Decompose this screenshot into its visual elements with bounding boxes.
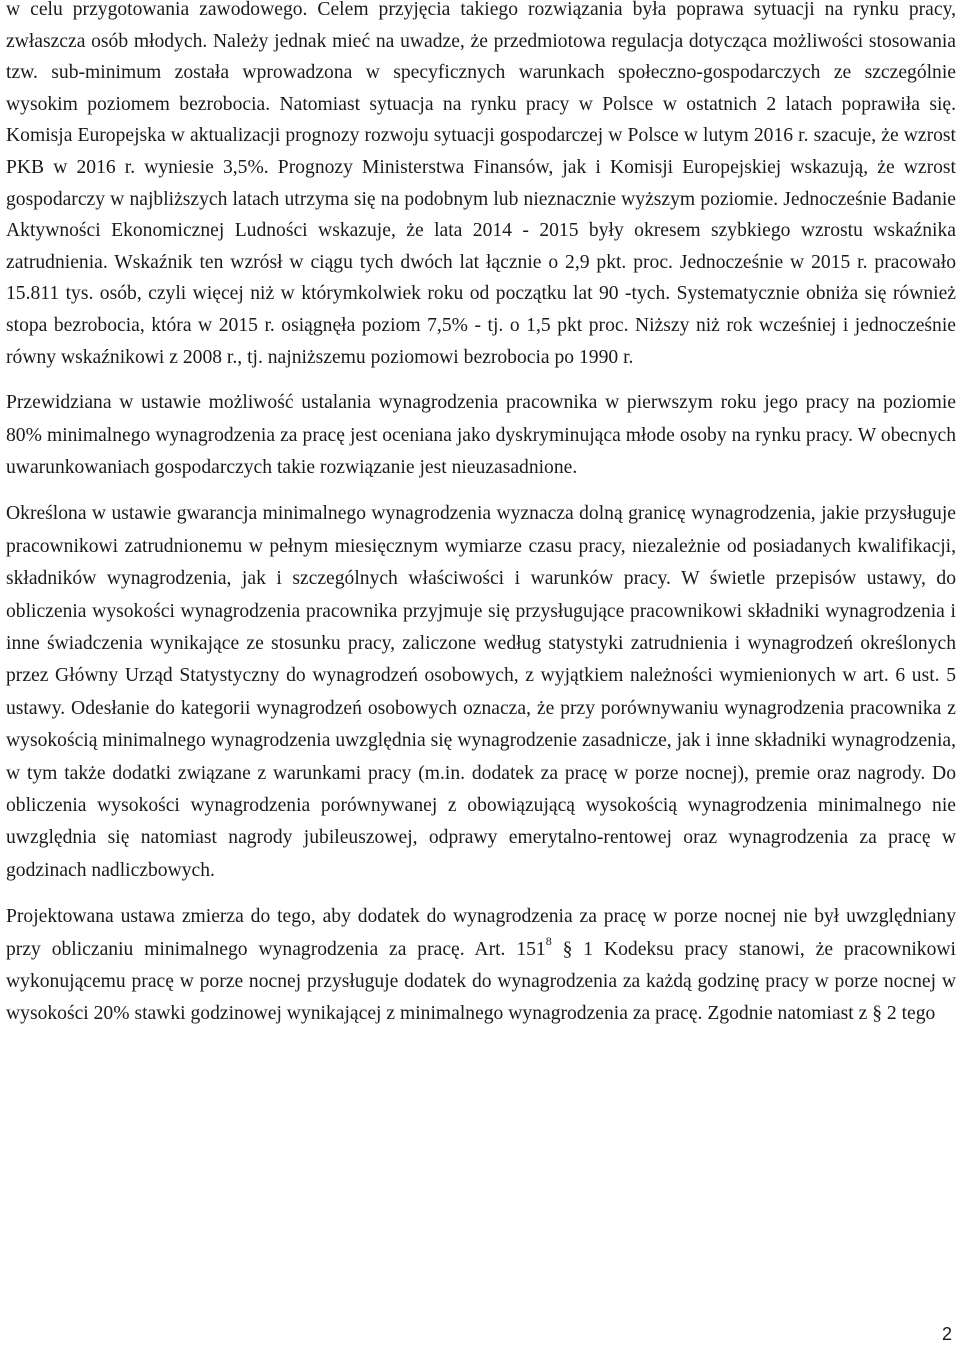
paragraph-4-part-2: § 1 Kodeksu pracy stanowi, że pracownikowi wykonującemu pracę w porze nocnej przysługuje dodatek do wynagrodzenia za każdą godzinę pracy w porze nocnej w wysokości 20% stawki godzinowej wynikającej z minimalnego wynagrodzenia za pracę. Zgodnie natomiast z § 2 tego	[6, 938, 956, 1025]
paragraph-2: Przewidziana w ustawie możliwość ustalania wynagrodzenia pracownika w pierwszym roku jego pracy na poziomie 80% minimalnego wynagrodzenia za pracę jest oceniana jako dyskryminująca młode osoby na rynku pracy. W obecnych uwarunkowaniach gospodarczych takie rozwiązanie jest nieuzasadnione.	[6, 392, 956, 478]
paragraph-1: w celu przygotowania zawodowego. Celem przyjęcia takiego rozwiązania była poprawa sytuacji na rynku pracy, zwłaszcza osób młodych. Należy jednak mieć na uwadze, że przedmiotowa regulacja dotycząca możliwości stosowania tzw. sub-minimum została wprowadzona w specyficznych warunkach społeczno-gospodarczych ze szczególnie wysokim poziomem bezrobocia. Natomiast sytuacja na rynku pracy w Polsce w ostatnich 2 latach poprawiła się. Komisja Europejska w aktualizacji prognozy rozwoju sytuacji gospodarczej w Polsce w lutym 2016 r. szacuje, że wzrost PKB w 2016 r. wyniesie 3,5%. Prognozy Ministerstwa Finansów, jak i Komisji Europejskiej wskazują, że wzrost gospodarczy w najbliższych latach utrzyma się na podobnym lub nieznacznie wyższym poziomie. Jednocześnie Badanie Aktywności Ekonomicznej Ludności wskazuje, że lata 2014 - 2015 były okresem szybkiego wzrostu wskaźnika zatrudnienia. Wskaźnik ten wzrósł w ciągu tych dwóch lat łącznie o 2,9 pkt. proc. Jednocześnie w 2015 r. pracowało 15.811 tys. osób, czyli więcej niż w którymkolwiek roku od początku lat 90 -tych. Systematycznie obniża się również stopa bezrobocia, która w 2015 r. osiągnęła poziom 7,5% - tj. o 1,5 pkt proc. Niższy niż rok wcześniej i jednocześnie równy wskaźnikowi z 2008 r., tj. najniższemu poziomowi bezrobocia po 1990 r.	[6, 0, 956, 368]
paragraph-4-part-1: Projektowana ustawa zmierza do tego, aby dodatek do wynagrodzenia za pracę w porze nocnej nie był uwzględniany przy obliczaniu minimalnego wynagrodzenia za pracę. Art. 151	[6, 906, 956, 960]
body-text	[6, 0, 956, 1045]
page-number: 2	[941, 1324, 952, 1344]
paragraph-3: Określona w ustawie gwarancja minimalnego wynagrodzenia wyznacza dolną granicę wynagrodzenia, jakie przysługuje pracownikowi zatrudnionemu w pełnym miesięcznym wymiarze czasu pracy, niezależnie od posiadanych kwalifikacji, składników wynagrodzenia, jak i szczególnych właściwości i warunków pracy. W świetle przepisów ustawy, do obliczenia wysokości wynagrodzenia pracownika przyjmuje się przysługujące pracownikowi składniki wynagrodzenia i inne świadczenia wynikające ze stosunku pracy, zaliczone według statystyki zatrudnienia i wynagrodzeń określonych przez Główny Urząd Statystyczny do wynagrodzeń osobowych, z wyjątkiem należności wymienionych w art. 6 ust. 5 ustawy. Odesłanie do kategorii wynagrodzeń osobowych oznacza, że przy porównywaniu wynagrodzenia pracownika z wysokością minimalnego wynagrodzenia uwzględnia się wynagrodzenie zasadnicze, jak i inne składniki wynagrodzenia, w tym także dodatki związane z warunkami pracy (m.in. dodatek za pracę w porze nocnej), premie oraz nagrody. Do obliczenia wysokości wynagrodzenia porównywanej z obowiązującą wysokością wynagrodzenia minimalnego nie uwzględnia się natomiast nagrody jubileuszowej, odprawy emerytalno-rentowej oraz wynagrodzenia za pracę w godzinach nadliczbowych.	[6, 503, 956, 881]
article-superscript: 8	[545, 934, 552, 949]
paragraph-4	[6, 901, 956, 1031]
